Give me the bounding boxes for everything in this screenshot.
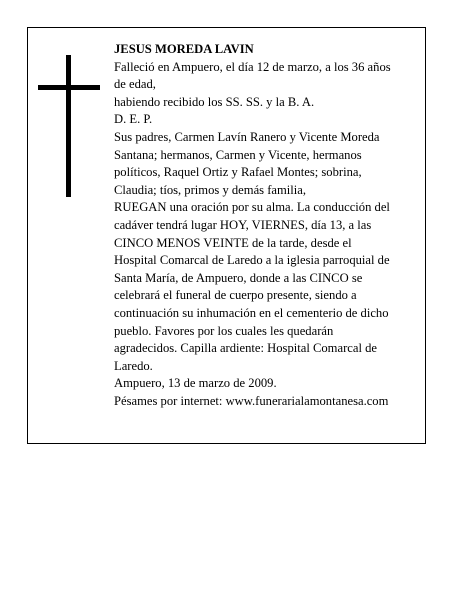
text-line: Claudia; tíos, primos y demás familia, xyxy=(114,182,307,197)
cross-horizontal-bar xyxy=(38,85,100,90)
deceased-name: JESUS MOREDA LAVIN xyxy=(114,42,254,56)
cross-vertical-bar xyxy=(66,55,71,197)
text-line: Santa María, de Ampuero, donde a las CINCO se xyxy=(114,270,363,285)
text-line: agradecidos. Capilla ardiente: Hospital Comarcal de xyxy=(114,341,377,356)
text-line: RUEGAN una oración por su alma. La conducción del xyxy=(114,200,390,215)
text-line: CINCO MENOS VEINTE de la tarde, desde el xyxy=(114,235,352,250)
obituary-notice xyxy=(27,27,426,444)
text-line: continuación su inhumación en el cementerio de dicho xyxy=(114,305,389,320)
obituary-text xyxy=(114,41,424,410)
text-line: cadáver tendrá lugar HOY, VIERNES, día 13, a las xyxy=(114,217,372,232)
cross-icon xyxy=(38,55,100,197)
text-line: Falleció en Ampuero, el día 12 de marzo, a los 36 años xyxy=(114,59,391,74)
text-line: pueblo. Favores por los cuales les quedarán xyxy=(114,323,334,338)
text-line: políticos, Raquel Ortiz y Rafael Montes; sobrina, xyxy=(114,165,362,180)
text-line: D. E. P. xyxy=(114,112,153,127)
text-line: celebrará el funeral de cuerpo presente, siendo a xyxy=(114,288,357,303)
text-line: de edad, xyxy=(114,77,156,92)
text-line: Sus padres, Carmen Lavín Ranero y Vicente Moreda xyxy=(114,129,380,144)
text-line: Laredo. xyxy=(114,358,153,373)
condolences-link[interactable]: Pésames por internet: www.funerarialamontanesa.com xyxy=(114,393,389,408)
text-line: habiendo recibido los SS. SS. y la B. A. xyxy=(114,94,315,109)
text-line: Santana; hermanos, Carmen y Vicente, hermanos xyxy=(114,147,362,162)
text-line: Ampuero, 13 de marzo de 2009. xyxy=(114,376,277,391)
text-line: Hospital Comarcal de Laredo a la iglesia parroquial de xyxy=(114,253,390,268)
